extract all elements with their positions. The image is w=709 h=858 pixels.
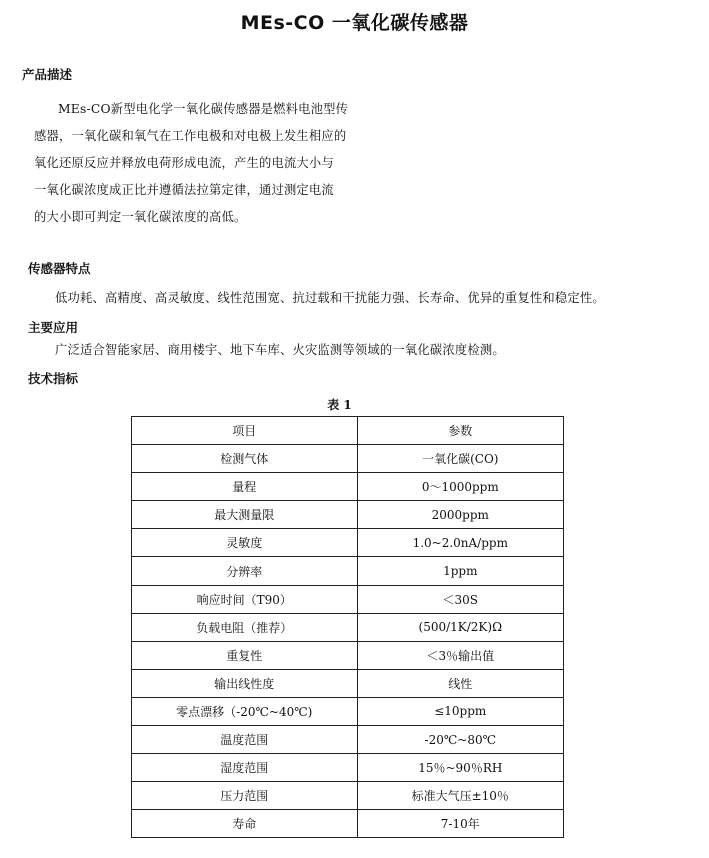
spec-item-cell: 温度范围 xyxy=(132,726,358,754)
spec-item-cell: 零点漂移（-20℃~40℃) xyxy=(132,697,358,725)
section-heading-applications: 主要应用 xyxy=(28,320,79,335)
table-caption xyxy=(0,396,709,413)
table-row xyxy=(132,810,564,838)
header-cell-item: 项目 xyxy=(132,417,358,445)
spec-table xyxy=(131,416,564,838)
spec-item-cell: 灵敏度 xyxy=(132,529,358,557)
description-line: MEs-CO新型电化学一氧化碳传感器是燃料电池型传 xyxy=(58,102,349,116)
description-paragraph xyxy=(34,96,364,231)
table-header-row xyxy=(132,417,564,445)
table-row xyxy=(132,613,564,641)
table-row xyxy=(132,782,564,810)
spec-value-cell: -20℃~80℃ xyxy=(357,726,563,754)
spec-item-cell: 检测气体 xyxy=(132,445,358,473)
spec-value-cell: (500/1K/2K)Ω xyxy=(357,613,563,641)
description-line: 氧化还原反应并释放电荷形成电流，产生的电流大小与 xyxy=(34,156,334,170)
spec-value-cell: 一氧化碳(CO) xyxy=(357,445,563,473)
table-row xyxy=(132,501,564,529)
spec-value-cell: ＜30S xyxy=(357,585,563,613)
section-heading-features: 传感器特点 xyxy=(28,261,91,276)
header-cell-param: 参数 xyxy=(357,417,563,445)
spec-item-cell: 寿命 xyxy=(132,810,358,838)
spec-value-cell: ＜3％输出值 xyxy=(357,641,563,669)
table-row xyxy=(132,473,564,501)
spec-item-cell: 压力范围 xyxy=(132,782,358,810)
section-heading-specs: 技术指标 xyxy=(28,371,79,386)
section-heading-description: 产品描述 xyxy=(22,67,73,82)
spec-item-cell: 湿度范围 xyxy=(132,754,358,782)
spec-value-cell: 1ppm xyxy=(357,557,563,585)
table-row xyxy=(132,726,564,754)
spec-item-cell: 响应时间（T90） xyxy=(132,585,358,613)
spec-value-cell: 标准大气压±10％ xyxy=(357,782,563,810)
table-caption-text: 表 1 xyxy=(327,398,352,412)
table-row xyxy=(132,557,564,585)
description-line: 的大小即可判定一氧化碳浓度的高低。 xyxy=(34,210,247,224)
document-title: MEs-CO 一氧化碳传感器 xyxy=(240,12,469,34)
spec-item-cell: 重复性 xyxy=(132,641,358,669)
spec-table-body xyxy=(132,445,564,838)
table-row xyxy=(132,529,564,557)
spec-value-cell: 2000ppm xyxy=(357,501,563,529)
spec-value-cell: 7-10年 xyxy=(357,810,563,838)
table-row xyxy=(132,697,564,725)
table-row xyxy=(132,641,564,669)
spec-value-cell: 0～1000ppm xyxy=(357,473,563,501)
table-row xyxy=(132,754,564,782)
spec-value-cell: 15％~90％RH xyxy=(357,754,563,782)
table-row xyxy=(132,445,564,473)
spec-value-cell: ≤10ppm xyxy=(357,697,563,725)
spec-item-cell: 负载电阻（推荐） xyxy=(132,613,358,641)
spec-value-cell: 线性 xyxy=(357,669,563,697)
applications-paragraph: 广泛适合智能家居、商用楼宇、地下车库、火灾监测等领域的一氧化碳浓度检测。 xyxy=(55,343,505,357)
spec-item-cell: 量程 xyxy=(132,473,358,501)
spec-value-cell: 1.0~2.0nA/ppm xyxy=(357,529,563,557)
spec-item-cell: 分辨率 xyxy=(132,557,358,585)
features-paragraph: 低功耗、高精度、高灵敏度、线性范围宽、抗过载和干扰能力强、长寿命、优异的重复性和稳定性。 xyxy=(55,291,605,305)
spec-item-cell: 最大测量限 xyxy=(132,501,358,529)
table-row xyxy=(132,669,564,697)
spec-item-cell: 输出线性度 xyxy=(132,669,358,697)
table-row xyxy=(132,585,564,613)
description-line: 感器，一氧化碳和氧气在工作电极和对电极上发生相应的 xyxy=(34,129,347,143)
description-line: 一氧化碳浓度成正比并遵循法拉第定律，通过测定电流 xyxy=(34,183,334,197)
